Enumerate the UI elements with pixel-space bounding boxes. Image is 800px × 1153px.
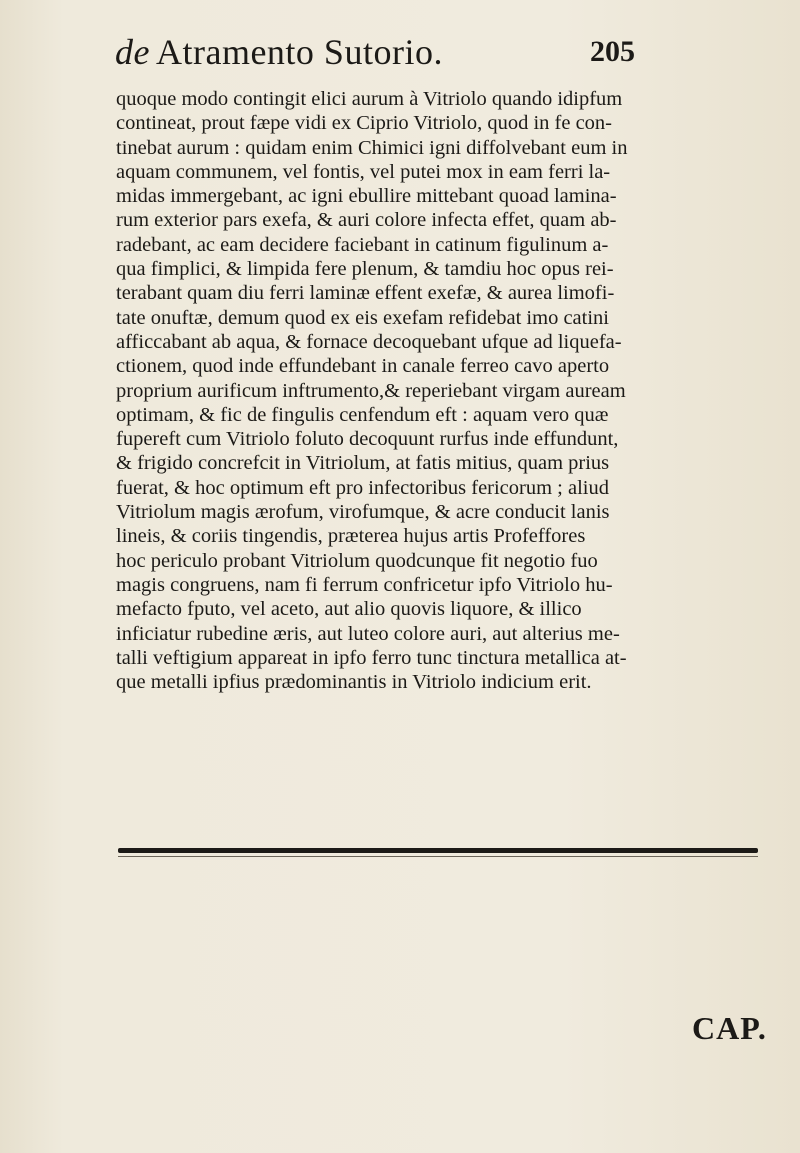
text-line: rum exterior pars exefa, & auri colore infecta effet, quam ab- [116,209,617,232]
text-line: magis congruens, nam fi ferrum confricetur ipfo Vitriolo hu- [116,573,613,596]
text-line: qua fimplici, & limpida fere plenum, & tamdiu hoc opus rei- [116,258,614,281]
text-line: hoc periculo probant Vitriolum quodcunque fit negotio fuo [116,549,598,572]
text-line: Vitriolum magis ærofum, virofumque, & acre conducit lanis [116,501,610,524]
text-line: tinebat aurum : quidam enim Chimici igni diffolvebant eum in [116,136,628,159]
text-line: afficcabant ab aqua, & fornace decoquebant ufque ad liquefa- [116,330,622,353]
running-header [115,30,635,78]
text-line: contineat, prout fæpe vidi ex Ciprio Vitriolo, quod in fe con- [116,112,612,135]
text-line: inficiatur rubedine æris, aut luteo colore auri, aut alterius me- [116,622,620,645]
text-line: ctionem, quod inde effundebant in canale ferreo cavo aperto [116,355,610,378]
running-title [115,30,443,74]
text-line: optimam, & fic de fingulis cenfendum eft : aquam vero quæ [116,403,609,426]
page-number: 205 [590,35,635,68]
text-line: & frigido concrefcit in Vitriolum, at fatis mitius, quam prius [116,452,610,475]
running-title-prefix: de [115,32,150,72]
running-title-main: Atramento Sutorio. [155,32,443,72]
text-line: tate onuftæ, demum quod ex eis exefam refidebat imo catini [116,306,609,329]
text-line: aquam communem, vel fontis, vel putei mox in eam ferri la- [116,160,611,183]
section-divider [118,848,758,853]
text-line: fupereft cum Vitriolo foluto decoquunt rurfus inde effundunt, [116,428,619,451]
text-line: proprium aurificum inftrumento,& reperiebant virgam auream [116,379,626,402]
text-line: fuerat, & hoc optimum eft pro infectoribus fericorum ; aliud [116,476,609,499]
text-line: mefacto fputo, vel aceto, aut alio quovis liquore, & illico [116,598,582,621]
text-line: radebant, ac eam decidere faciebant in catinum figulinum a- [116,233,609,256]
text-line: midas immergebant, ac igni ebullire mittebant quoad lamina- [116,185,617,208]
body-text [116,87,756,694]
text-line: quoque modo contingit elici aurum à Vitriolo quando idipfum [116,88,623,110]
text-line: talli veftigium appareat in ipfo ferro tunc tinctura metallica at- [116,646,627,669]
section-divider-thin [118,856,758,857]
text-line: lineis, & coriis tingendis, præterea hujus artis Profeffores [116,525,586,548]
text-line: que metalli ipfius prædominantis in Vitriolo indicium erit. [116,671,592,694]
catchword: CAP. [692,1010,767,1046]
text-line: terabant quam diu ferri laminæ effent exefæ, & aurea limofi- [116,282,615,305]
